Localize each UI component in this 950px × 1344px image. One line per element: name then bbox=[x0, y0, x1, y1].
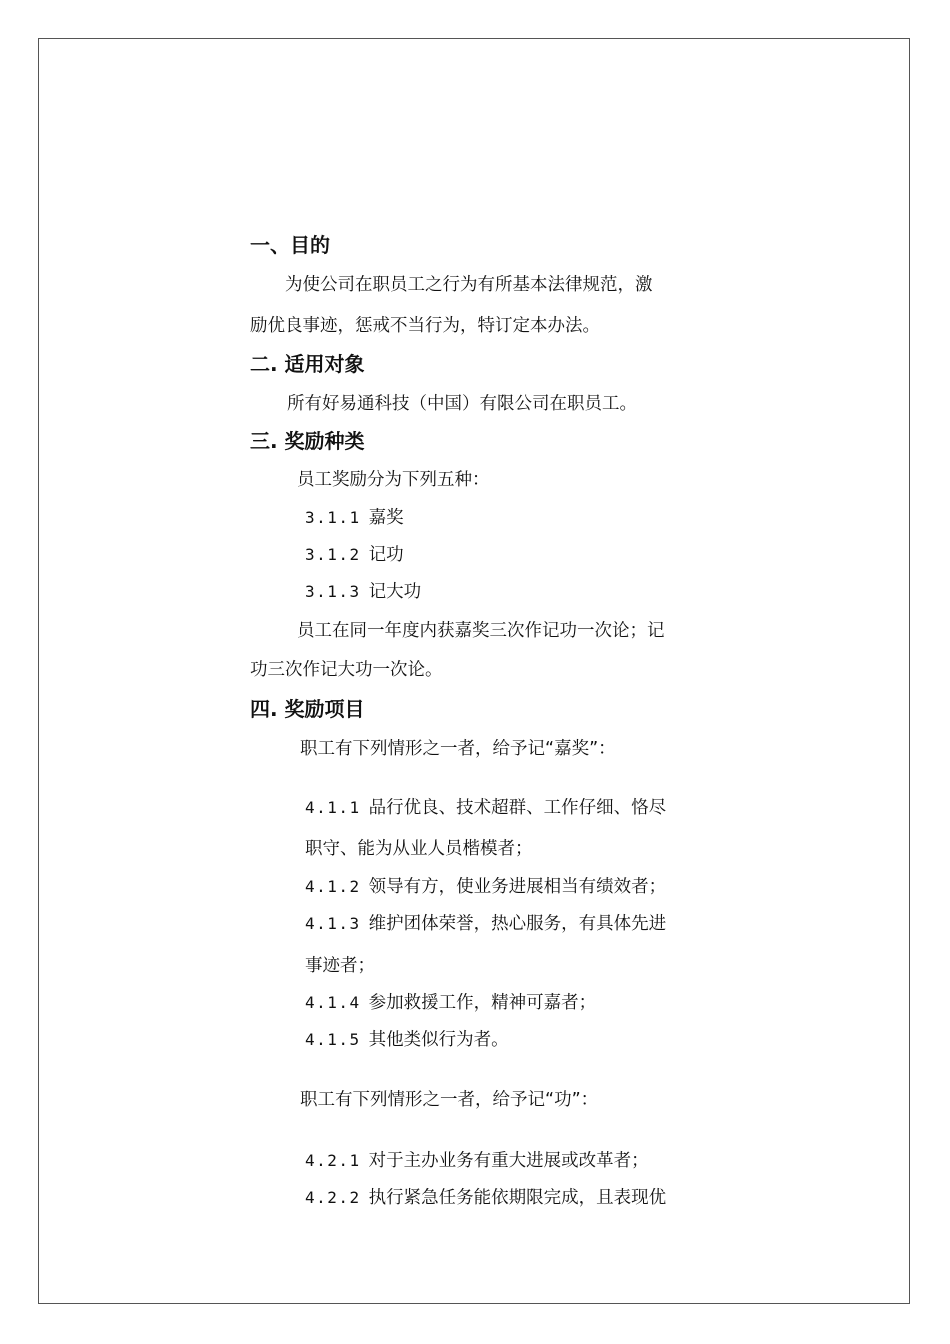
list-item-4-1-3-continued: 事迹者； bbox=[305, 956, 375, 976]
list-item-text: 维护团体荣誉，热心服务，有具体先进 bbox=[368, 914, 667, 934]
list-item-4-1-4 bbox=[305, 992, 596, 1014]
list-item-number: 3.1.1 bbox=[305, 508, 361, 527]
commendation-intro: 职工有下列情形之一者，给予记“嘉奖”： bbox=[300, 739, 616, 759]
list-item-number: 4.1.3 bbox=[305, 914, 361, 933]
list-item-4-2-2 bbox=[305, 1187, 666, 1209]
list-item-number: 3.1.2 bbox=[305, 545, 361, 564]
page-frame bbox=[38, 38, 910, 1304]
list-item-4-1-2 bbox=[305, 876, 666, 898]
merit-intro: 职工有下列情形之一者，给予记“功”： bbox=[300, 1090, 599, 1110]
section-heading-scope: 二. 适用对象 bbox=[250, 352, 365, 376]
list-item-text: 品行优良、技术超群、工作仔细、恪尽 bbox=[368, 798, 667, 818]
list-item-text: 执行紧急任务能依期限完成，且表现优 bbox=[368, 1188, 667, 1208]
list-item-3-1-1 bbox=[305, 507, 404, 529]
list-item-text: 记功 bbox=[368, 545, 404, 565]
list-item-text: 领导有方，使业务进展相当有绩效者； bbox=[368, 877, 667, 897]
list-item-3-1-2 bbox=[305, 544, 404, 566]
list-item-number: 4.2.1 bbox=[305, 1151, 361, 1170]
list-item-number: 4.2.2 bbox=[305, 1188, 361, 1207]
list-item-text: 嘉奖 bbox=[368, 508, 404, 528]
purpose-paragraph-line-2: 励优良事迹，惩戒不当行为，特订定本办法。 bbox=[250, 316, 600, 336]
list-item-3-1-3 bbox=[305, 581, 421, 603]
list-item-text: 记大功 bbox=[368, 582, 422, 602]
list-item-text: 其他类似行为者。 bbox=[368, 1030, 509, 1050]
reward-types-note-line-1: 员工在同一年度内获嘉奖三次作记功一次论；记 bbox=[297, 621, 665, 641]
scope-paragraph: 所有好易通科技（中国）有限公司在职员工。 bbox=[287, 394, 637, 414]
list-item-number: 3.1.3 bbox=[305, 582, 361, 601]
section-heading-purpose: 一、目的 bbox=[250, 233, 330, 257]
section-heading-reward-items: 四. 奖励项目 bbox=[250, 697, 365, 721]
reward-types-intro: 员工奖励分为下列五种： bbox=[297, 470, 490, 490]
list-item-number: 4.1.1 bbox=[305, 798, 361, 817]
purpose-paragraph-line-1: 为使公司在职员工之行为有所基本法律规范，激 bbox=[285, 275, 653, 295]
list-item-4-1-1-continued: 职守、能为从业人员楷模者； bbox=[305, 839, 533, 859]
list-item-text: 对于主办业务有重大进展或改革者； bbox=[368, 1151, 649, 1171]
list-item-number: 4.1.2 bbox=[305, 877, 361, 896]
reward-types-note-line-2: 功三次作记大功一次论。 bbox=[250, 660, 443, 680]
list-item-number: 4.1.5 bbox=[305, 1030, 361, 1049]
list-item-4-1-5 bbox=[305, 1029, 509, 1051]
section-heading-reward-types: 三. 奖励种类 bbox=[250, 429, 365, 453]
list-item-text: 参加救援工作，精神可嘉者； bbox=[368, 993, 597, 1013]
list-item-4-1-3 bbox=[305, 913, 666, 935]
list-item-number: 4.1.4 bbox=[305, 993, 361, 1012]
list-item-4-2-1 bbox=[305, 1150, 649, 1172]
list-item-4-1-1 bbox=[305, 797, 666, 819]
